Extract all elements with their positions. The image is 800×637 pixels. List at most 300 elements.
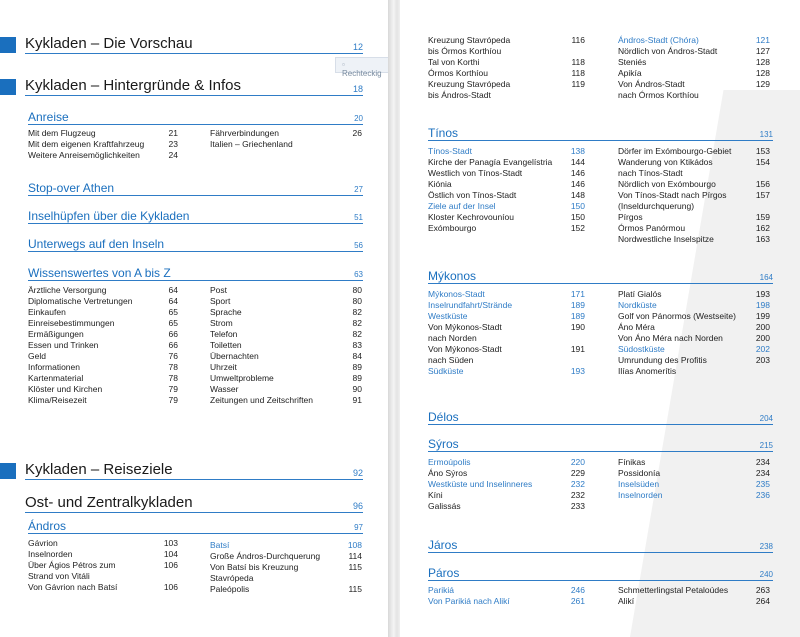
toc-entry-page: 89 [352, 373, 362, 383]
toc-entry-page: 154 [755, 157, 770, 167]
toc-entry[interactable] [428, 57, 585, 68]
toc-entry-page: 115 [348, 562, 362, 572]
toc-entry[interactable] [210, 351, 362, 362]
toc-entry-title: Umrundung des Profitis Ilías Anomerítis [618, 355, 707, 376]
toc-entry-page: 83 [352, 340, 362, 350]
toc-entry-title: Kirche der Panagía Evangelístria [428, 157, 553, 167]
toc-entry[interactable] [210, 551, 362, 562]
toc-entry[interactable] [428, 366, 585, 377]
toc-entry-page: 64 [168, 296, 178, 306]
toc-entry-page: 261 [570, 596, 585, 606]
toc-entry[interactable] [618, 46, 770, 57]
toc-entry-title: Fínikas [618, 457, 646, 467]
toc-entry-page: 118 [571, 68, 585, 78]
section-heading[interactable] [28, 266, 363, 281]
toc-entry-title: Essen und Trinken [28, 340, 99, 350]
toc-entry[interactable] [428, 68, 585, 79]
toc-entry-page: 115 [348, 584, 362, 594]
toc-entry[interactable] [210, 340, 362, 351]
toc-entry-title: Informationen [28, 362, 80, 372]
toc-entry-page: 89 [352, 362, 362, 372]
toc-entry-page: 193 [570, 366, 585, 376]
toc-entry[interactable] [210, 562, 362, 583]
toc-entry[interactable] [210, 373, 362, 384]
toc-entry-page: 106 [163, 560, 178, 570]
toc-entry-title: Ermäßigungen [28, 329, 84, 339]
toc-entry[interactable] [618, 457, 770, 468]
toc-entry-page: 156 [755, 179, 770, 189]
section-heading[interactable] [428, 411, 773, 425]
section-title: Wissenswertes von A bis Z [28, 266, 171, 280]
toc-entry-title: Post [210, 285, 228, 295]
toc-entry-page: 263 [755, 585, 770, 595]
toc-entry-page: 159 [755, 212, 770, 222]
toc-entry[interactable] [28, 560, 178, 581]
toc-entry-title: Batsí [210, 540, 230, 550]
toc-entry-title: Áno Méra [618, 322, 655, 332]
toc-entry-page: 76 [168, 351, 178, 361]
toc-entry-page: 118 [571, 57, 585, 67]
toc-entry-page: 189 [570, 311, 585, 321]
toc-entry-page: 82 [352, 329, 362, 339]
toc-entry-title: Inselsüden [618, 479, 660, 489]
toc-entry-title: Alikí [618, 596, 635, 606]
toc-entry[interactable] [210, 540, 362, 551]
toc-entry-title: Kreuzung Stavrópeda bis Órmos Korthíou [428, 35, 511, 56]
toc-entry-page: 129 [755, 79, 770, 89]
toc-entry-title: Kloster Kechrovouníou [428, 212, 514, 222]
toc-entry-title: Diplomatische Vertretungen [28, 296, 133, 306]
toc-entry-page: 146 [570, 168, 585, 178]
toc-entry[interactable] [618, 234, 770, 245]
toc-entry-title: Possidonía [618, 468, 661, 478]
toc-entry[interactable] [428, 585, 585, 596]
section-page: 215 [759, 441, 773, 450]
toc-entry-page: 84 [352, 351, 362, 361]
toc-entry-page: 108 [347, 540, 362, 550]
section-heading[interactable] [28, 181, 363, 196]
section-page: 20 [354, 114, 363, 123]
toc-entry-page: 229 [570, 468, 585, 478]
chapter-heading[interactable] [25, 77, 363, 96]
section-page: 51 [354, 213, 363, 222]
toc-entry[interactable] [618, 146, 770, 157]
toc-entry-title: Apikía [618, 68, 642, 78]
section-page: 131 [759, 130, 773, 139]
toc-entry[interactable] [428, 146, 585, 157]
toc-entry[interactable] [428, 300, 585, 311]
toc-entry-page: 119 [571, 79, 585, 89]
toc-entry-title: Paleópolis [210, 584, 250, 594]
toc-entry-page: 152 [570, 223, 585, 233]
toc-entry-title: Áno Sýros [428, 468, 468, 478]
toc-entry-page: 106 [163, 582, 178, 592]
toc-entry[interactable] [28, 329, 178, 340]
chapter-heading[interactable] [25, 462, 363, 480]
toc-entry[interactable] [28, 296, 178, 307]
left-page [0, 0, 392, 637]
toc-entry-page: 24 [168, 150, 178, 160]
toc-entry-title: Inselrundfahrt/Strände [428, 300, 513, 310]
toc-entry-page: 65 [168, 318, 178, 328]
toc-entry-title: Einreisebestimmungen [28, 318, 115, 328]
toc-entry[interactable] [618, 300, 770, 311]
toc-entry-title: Westküste und Inselinneres [428, 479, 533, 489]
toc-entry[interactable] [618, 289, 770, 300]
section-page: 164 [759, 273, 773, 282]
toc-entry-title: Von Ándros-Stadt nach Órmos Korthíou [618, 79, 699, 100]
toc-entry[interactable] [428, 212, 585, 223]
chapter-page: 92 [352, 468, 363, 478]
toc-entry-page: 236 [755, 490, 770, 500]
toc-entry-title: Kartenmaterial [28, 373, 84, 383]
toc-entry[interactable] [618, 179, 770, 190]
toc-entry-title: Umweltprobleme [210, 373, 274, 383]
toc-entry[interactable] [428, 596, 585, 607]
tooltip [335, 57, 392, 78]
toc-entry[interactable] [428, 468, 585, 479]
toc-entry-title: Ärztliche Versorgung [28, 285, 107, 295]
chapter-title: Kykladen – Reiseziele [25, 461, 173, 478]
toc-entry-title: Südostküste [618, 344, 665, 354]
toc-entry-title: Große Ándros-Durchquerung [210, 551, 321, 561]
section-heading[interactable] [28, 110, 363, 125]
toc-entry[interactable] [210, 584, 362, 595]
toc-entry-page: 163 [755, 234, 770, 244]
tooltip-icon: ▫ [342, 60, 345, 69]
chapter-page: 96 [352, 501, 363, 511]
section-heading[interactable] [428, 127, 773, 141]
section-page: 240 [759, 570, 773, 579]
toc-entry[interactable] [428, 457, 585, 468]
toc-entry[interactable] [28, 395, 178, 406]
toc-entry-page: 127 [755, 46, 770, 56]
chapter-title: Ost- und Zentralkykladen [25, 494, 193, 511]
toc-entry[interactable] [428, 289, 585, 300]
toc-entry-page: 220 [570, 457, 585, 467]
toc-entry-title: Von Mýkonos-Stadt nach Norden [428, 322, 502, 343]
toc-entry-title: Kiónia [428, 179, 452, 189]
section-title: Mýkonos [428, 269, 477, 283]
toc-entry-title: Nordwestliche Inselspitze [618, 234, 714, 244]
toc-entry[interactable] [618, 190, 770, 211]
toc-entry-title: Órmos Korthíou [428, 68, 488, 78]
toc-entry-page: 114 [348, 551, 362, 561]
toc-entry-page: 150 [570, 201, 585, 211]
chapter-heading[interactable] [25, 36, 363, 54]
toc-entry-page: 202 [755, 344, 770, 354]
toc-entry-page: 78 [168, 362, 178, 372]
toc-entry-title: Kreuzung Stavrópeda bis Ándros-Stadt [428, 79, 511, 100]
toc-entry[interactable] [618, 223, 770, 234]
section-heading[interactable] [428, 567, 773, 581]
toc-entry-title: Strom [210, 318, 233, 328]
toc-entry[interactable] [618, 333, 770, 344]
toc-entry-page: 234 [755, 468, 770, 478]
chapter-page: 18 [352, 84, 363, 94]
toc-entry-title: Gávrion [28, 538, 58, 548]
toc-entry[interactable] [618, 57, 770, 68]
section-title: Inselhüpfen über die Kykladen [28, 209, 190, 223]
toc-entry-page: 233 [570, 501, 585, 511]
toc-entry-title: Dörfer im Exómbourgo-Gebiet [618, 146, 732, 156]
toc-entry-title: Platí Gialós [618, 289, 662, 299]
toc-entry-title: Wanderung von Ktikádos nach Tínos-Stadt [618, 157, 713, 178]
toc-entry-title: Übernachten [210, 351, 259, 361]
toc-entry[interactable] [210, 285, 362, 296]
toc-entry-page: 66 [168, 340, 178, 350]
right-page [400, 0, 800, 637]
toc-entry[interactable] [428, 168, 585, 179]
toc-entry-title: Galissás [428, 501, 461, 511]
section-heading[interactable] [28, 237, 363, 252]
toc-entry[interactable] [428, 223, 585, 234]
section-page: 56 [354, 241, 363, 250]
toc-entry-page: 191 [570, 344, 585, 354]
toc-entry-title: Tal von Korthi [428, 57, 480, 67]
toc-entry-title: Nördlich von Exómbourgo [618, 179, 716, 189]
toc-entry[interactable] [618, 35, 770, 46]
toc-entry-page: 232 [570, 490, 585, 500]
section-heading[interactable] [28, 209, 363, 224]
toc-entry-page: 190 [570, 322, 585, 332]
toc-entry[interactable] [428, 344, 585, 365]
toc-entry[interactable] [28, 549, 178, 560]
toc-entry-title: Westlich von Tínos-Stadt [428, 168, 523, 178]
toc-entry-title: Klöster und Kirchen [28, 384, 103, 394]
toc-entry-title: Von Parikiá nach Alikí [428, 596, 510, 606]
toc-entry-page: 66 [168, 329, 178, 339]
toc-entry[interactable] [428, 322, 585, 343]
toc-entry-page: 91 [352, 395, 362, 405]
toc-entry[interactable] [28, 139, 178, 150]
toc-entry-title: Mit dem eigenen Kraftfahrzeug [28, 139, 145, 149]
toc-entry-page: 90 [352, 384, 362, 394]
toc-entry[interactable] [428, 79, 585, 100]
toc-entry-title: Von Tínos-Stadt nach Pírgos (Inseldurchquerung) [618, 190, 727, 211]
toc-entry-title: Nördlich von Ándros-Stadt [618, 46, 718, 56]
toc-entry[interactable] [210, 318, 362, 329]
toc-entry-page: 121 [755, 35, 770, 45]
toc-entry[interactable] [428, 490, 585, 501]
toc-entry-title: Mýkonos-Stadt [428, 289, 485, 299]
section-title: Délos [428, 410, 459, 424]
toc-entry-page: 246 [570, 585, 585, 595]
toc-entry-title: Toiletten [210, 340, 242, 350]
chapter-marker [0, 463, 16, 479]
toc-entry[interactable] [428, 35, 585, 56]
section-title: Anreise [28, 110, 69, 124]
toc-entry-title: Órmos Panórmou [618, 223, 686, 233]
toc-entry-title: Südküste [428, 366, 464, 376]
toc-entry-title: Exómbourgo [428, 223, 477, 233]
toc-entry[interactable] [28, 373, 178, 384]
toc-entry-title: Steniés [618, 57, 647, 67]
toc-entry-page: 171 [570, 289, 585, 299]
toc-entry-title: Golf von Pánormos (Westseite) [618, 311, 736, 321]
toc-entry-page: 200 [755, 322, 770, 332]
toc-entry-title: Sport [210, 296, 231, 306]
section-title: Tínos [428, 126, 459, 140]
toc-entry[interactable] [618, 79, 770, 100]
toc-entry-page: 103 [163, 538, 178, 548]
toc-entry-page: 264 [755, 596, 770, 606]
toc-entry-page: 80 [352, 296, 362, 306]
toc-entry[interactable] [28, 362, 178, 373]
toc-entry-page: 64 [168, 285, 178, 295]
toc-entry[interactable] [618, 212, 770, 223]
toc-entry[interactable] [210, 296, 362, 307]
toc-entry-title: Wasser [210, 384, 239, 394]
toc-entry[interactable] [428, 157, 585, 168]
toc-entry[interactable] [210, 329, 362, 340]
toc-entry-title: Parikiá [428, 585, 454, 595]
toc-entry-page: 80 [352, 285, 362, 295]
toc-entry-title: Östlich von Tínos-Stadt [428, 190, 517, 200]
toc-entry[interactable] [428, 201, 585, 212]
chapter-page: 12 [352, 42, 363, 52]
toc-entry[interactable] [28, 582, 178, 593]
toc-entry[interactable] [210, 128, 362, 149]
toc-entry-page: 144 [570, 157, 585, 167]
toc-entry-title: Tínos-Stadt [428, 146, 472, 156]
toc-entry[interactable] [428, 479, 585, 490]
toc-entry[interactable] [210, 307, 362, 318]
chapter-marker [0, 37, 16, 53]
toc-entry-page: 79 [168, 384, 178, 394]
toc-entry-page: 150 [570, 212, 585, 222]
toc-entry-title: Klima/Reisezeit [28, 395, 87, 405]
toc-entry-page: 232 [570, 479, 585, 489]
section-heading[interactable] [428, 539, 773, 553]
toc-entry-page: 65 [168, 307, 178, 317]
toc-entry-page: 21 [168, 128, 178, 138]
toc-entry[interactable] [28, 384, 178, 395]
toc-entry-title: Inselnorden [28, 549, 73, 559]
toc-entry[interactable] [28, 150, 178, 161]
toc-entry-title: Ziele auf der Insel [428, 201, 496, 211]
toc-entry-title: Weitere Anreisemöglichkeiten [28, 150, 140, 160]
section-title: Ándros [28, 519, 67, 533]
toc-entry-page: 138 [570, 146, 585, 156]
toc-entry[interactable] [618, 596, 770, 607]
toc-entry-title: Telefon [210, 329, 238, 339]
toc-entry-title: Inselnorden [618, 490, 663, 500]
toc-entry-page: 162 [755, 223, 770, 233]
toc-entry-title: Ándros-Stadt (Chóra) [618, 35, 699, 45]
section-title: Sýros [428, 437, 459, 451]
chapter-title: Kykladen – Die Vorschau [25, 35, 193, 52]
toc-entry-page: 78 [168, 373, 178, 383]
toc-entry[interactable] [428, 179, 585, 190]
toc-entry-title: Von Mýkonos-Stadt nach Süden [428, 344, 502, 365]
section-heading[interactable] [428, 270, 773, 284]
toc-entry-title: Einkaufen [28, 307, 66, 317]
toc-entry-page: 26 [352, 128, 362, 138]
toc-entry-title: Von Áno Méra nach Norden [618, 333, 723, 343]
toc-entry[interactable] [210, 384, 362, 395]
toc-entry-page: 203 [755, 355, 770, 365]
toc-entry-title: Westküste [428, 311, 468, 321]
toc-entry-title: Pírgos [618, 212, 643, 222]
toc-entry-title: Zeitungen und Zeitschriften [210, 395, 314, 405]
toc-entry[interactable] [618, 344, 770, 355]
toc-entry-page: 79 [168, 395, 178, 405]
toc-entry[interactable] [28, 538, 178, 549]
toc-entry-page: 193 [755, 289, 770, 299]
toc-entry-title: Uhrzeit [210, 362, 237, 372]
toc-entry-title: Nordküste [618, 300, 657, 310]
toc-entry[interactable] [28, 351, 178, 362]
toc-entry[interactable] [618, 157, 770, 178]
toc-entry-title: Über Ágios Pétros zum Strand von Vitáli [28, 560, 116, 581]
toc-entry[interactable] [28, 285, 178, 296]
section-title: Járos [428, 538, 458, 552]
tooltip-label: Rechteckig [342, 69, 382, 78]
toc-entry[interactable] [28, 128, 178, 139]
toc-entry-page: 198 [755, 300, 770, 310]
toc-entry-page: 157 [755, 190, 770, 200]
toc-entry-page: 235 [755, 479, 770, 489]
toc-entry-page: 200 [755, 333, 770, 343]
toc-entry-page: 82 [352, 318, 362, 328]
toc-entry-title: Geld [28, 351, 46, 361]
chapter-marker [0, 79, 16, 95]
toc-entry-title: Von Gávrion nach Batsí [28, 582, 118, 592]
section-title: Páros [428, 566, 460, 580]
toc-entry[interactable] [618, 479, 770, 490]
toc-entry[interactable] [428, 190, 585, 201]
toc-entry[interactable] [210, 395, 362, 406]
toc-entry[interactable] [618, 68, 770, 79]
section-page: 204 [759, 414, 773, 423]
toc-entry[interactable] [618, 468, 770, 479]
toc-entry[interactable] [28, 307, 178, 318]
section-heading[interactable] [428, 438, 773, 452]
toc-entry[interactable] [210, 362, 362, 373]
toc-entry-title: Fährverbindungen Italien – Griechenland [210, 128, 293, 149]
toc-entry[interactable] [428, 311, 585, 322]
toc-entry-page: 82 [352, 307, 362, 317]
toc-entry-title: Ermoúpolis [428, 457, 471, 467]
section-title: Stop-over Athen [28, 181, 115, 195]
section-page: 27 [354, 185, 363, 194]
section-page: 238 [759, 542, 773, 551]
toc-entry-title: Schmetterlingstal Petaloúdes [618, 585, 729, 595]
toc-entry-page: 128 [755, 68, 770, 78]
toc-entry[interactable] [28, 318, 178, 329]
toc-entry[interactable] [618, 585, 770, 596]
toc-entry[interactable] [618, 311, 770, 322]
section-page: 97 [354, 523, 363, 532]
toc-entry[interactable] [618, 322, 770, 333]
toc-entry[interactable] [428, 501, 585, 512]
chapter-title: Kykladen – Hintergründe & Infos [25, 77, 241, 94]
toc-entry-page: 153 [755, 146, 770, 156]
chapter-heading[interactable] [25, 494, 363, 513]
toc-entry-page: 189 [570, 300, 585, 310]
toc-entry-page: 23 [168, 139, 178, 149]
toc-entry-page: 199 [755, 311, 770, 321]
toc-entry-title: Mit dem Flugzeug [28, 128, 96, 138]
toc-entry-page: 234 [755, 457, 770, 467]
toc-entry-page: 148 [570, 190, 585, 200]
toc-entry-page: 116 [571, 35, 585, 45]
toc-entry[interactable] [28, 340, 178, 351]
section-heading[interactable] [28, 519, 363, 534]
toc-entry[interactable] [618, 355, 770, 376]
toc-entry[interactable] [618, 490, 770, 501]
